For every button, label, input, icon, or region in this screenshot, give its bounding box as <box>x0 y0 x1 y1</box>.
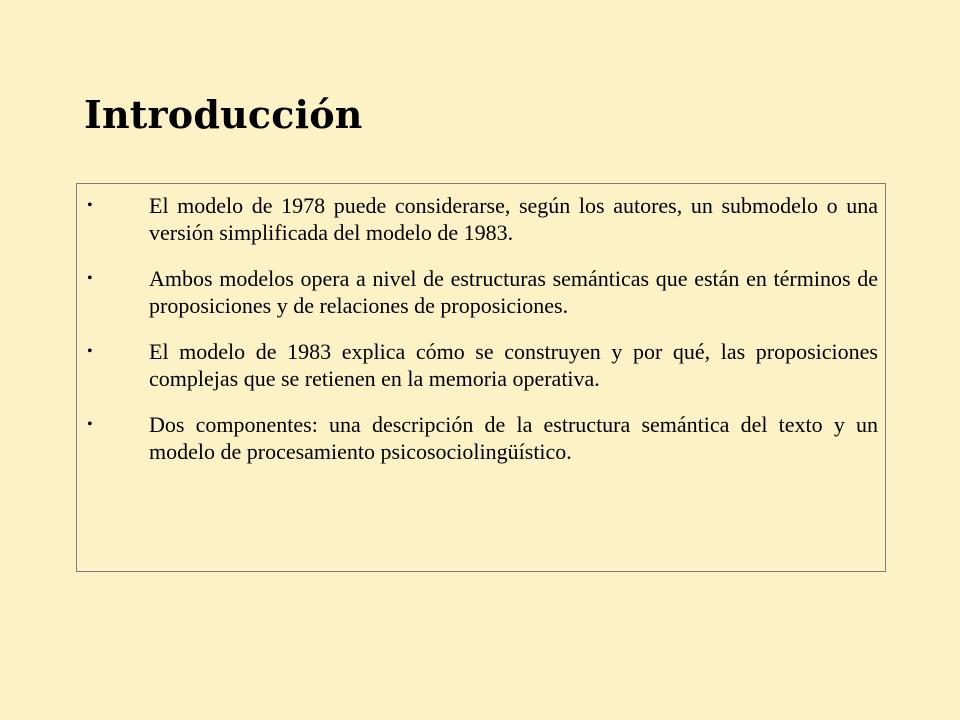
bullet-text: Dos componentes: una descripción de la estructura semántica del texto y un modelo de procesamiento psicosociolingüístico. <box>149 412 878 464</box>
bullet-item <box>77 411 885 465</box>
bullet-item <box>77 192 885 246</box>
bullet-item <box>77 265 885 319</box>
bullet-text: El modelo de 1983 explica cómo se construyen y por qué, las proposiciones complejas que se retienen en la memoria operativa. <box>149 339 878 391</box>
bullet-icon: • <box>87 416 93 433</box>
bullet-text: El modelo de 1978 puede considerarse, según los autores, un submodelo o una versión simplificada del modelo de 1983. <box>149 193 878 245</box>
content-box <box>76 183 886 572</box>
bullet-icon: • <box>87 343 93 360</box>
slide-title: Introducción <box>84 92 363 137</box>
bullet-item <box>77 338 885 392</box>
bullet-text: Ambos modelos opera a nivel de estructuras semánticas que están en términos de proposiciones y de relaciones de proposiciones. <box>149 266 878 318</box>
bullet-list <box>77 192 885 484</box>
bullet-icon: • <box>87 197 93 214</box>
bullet-icon: • <box>87 270 93 287</box>
